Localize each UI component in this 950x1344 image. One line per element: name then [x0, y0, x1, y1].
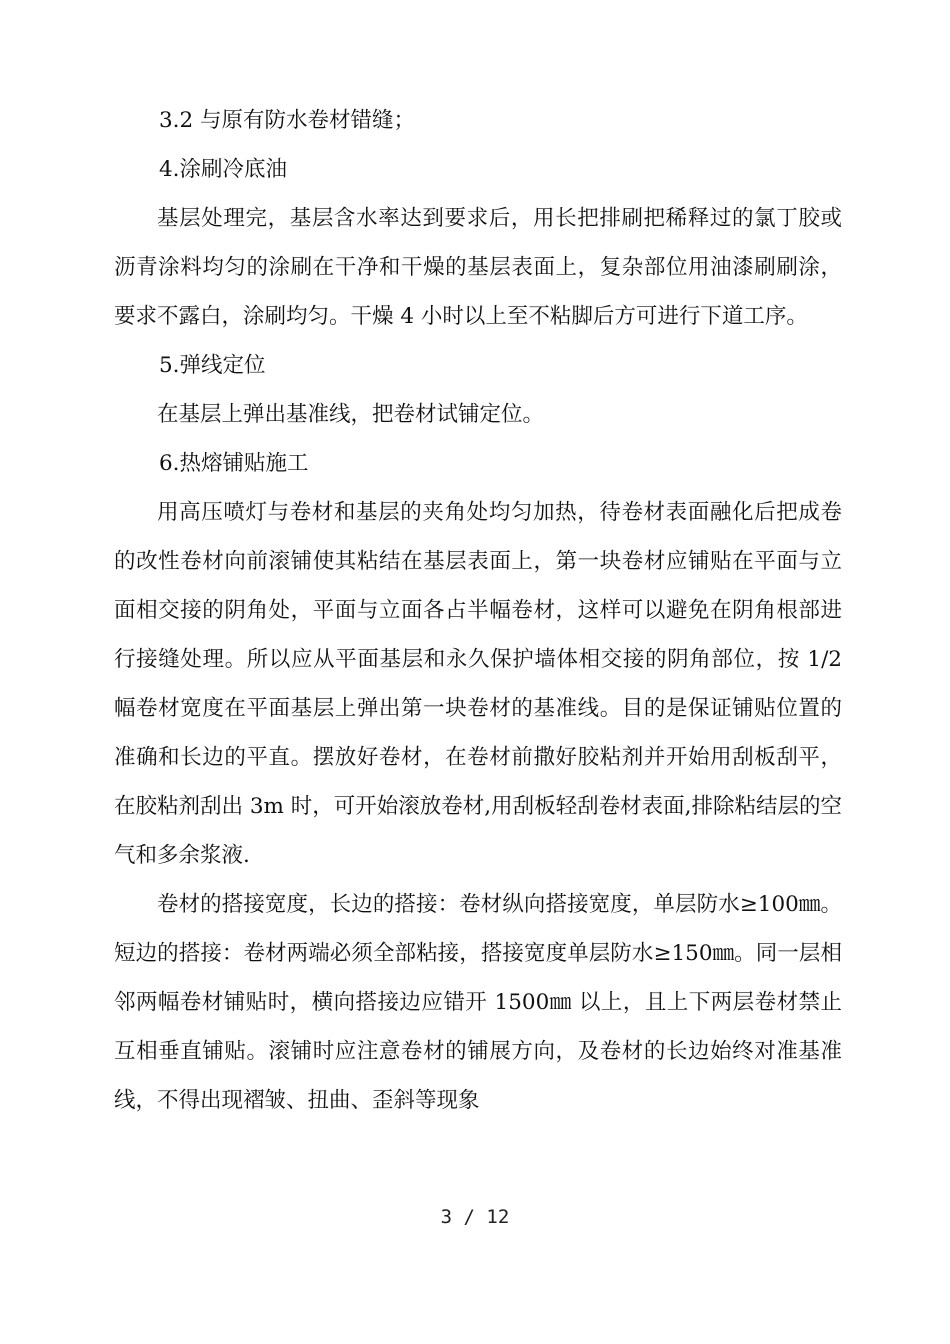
- page-number: 3 / 12: [440, 1206, 510, 1228]
- section-heading-5: 5.弹线定位: [159, 353, 266, 378]
- document-body: [114, 96, 842, 1125]
- paragraph-baseline: 在基层上弹出基准线，把卷材试铺定位。: [157, 402, 545, 427]
- paragraph-overlap: 卷材的搭接宽度，长边的搭接：卷材纵向搭接宽度，单层防水≥100㎜。短边的搭接：卷材两端必须全部粘接，搭接宽度单层防水≥150㎜。同一层相邻两幅卷材铺贴时，横向搭接边应错开 1500㎜ 以上，且上下两层卷材禁止互相垂直铺贴。滚铺时应注意卷材的铺展方向，及卷材的长边始终对准基准线，不得出现褶皱、扭曲、歪斜等现象: [114, 892, 842, 1113]
- section-heading-3-2: 3.2 与原有防水卷材错缝；: [159, 108, 416, 133]
- section-heading-6: 6.热熔铺贴施工: [159, 451, 309, 476]
- paragraph-primer: 基层处理完，基层含水率达到要求后，用长把排刷把稀释过的氯丁胶或沥青涂料均匀的涂刷在干净和干燥的基层表面上，复杂部位用油漆刷刷涂，要求不露白，涂刷均匀。干燥 4 小时以上至不粘脚后方可进行下道工序。: [114, 206, 842, 329]
- paragraph-hot-melt: 用高压喷灯与卷材和基层的夹角处均匀加热，待卷材表面融化后把成卷的改性卷材向前滚铺使其粘结在基层表面上，第一块卷材应铺贴在平面与立面相交接的阴角处，平面与立面各占半幅卷材，这样可以避免在阴角根部进行接缝处理。所以应从平面基层和永久保护墙体相交接的阴角部位，按 1/2 幅卷材宽度在平面基层上弹出第一块卷材的基准线。目的是保证铺贴位置的准确和长边的平直。摆放好卷材，在卷材前撒好胶粘剂并开始用刮板刮平，在胶粘剂刮出 3m 时，可开始滚放卷材,用刮板轻刮卷材表面,排除粘结层的空气和多余浆液.: [114, 500, 842, 868]
- section-heading-4: 4.涂刷冷底油: [159, 157, 288, 182]
